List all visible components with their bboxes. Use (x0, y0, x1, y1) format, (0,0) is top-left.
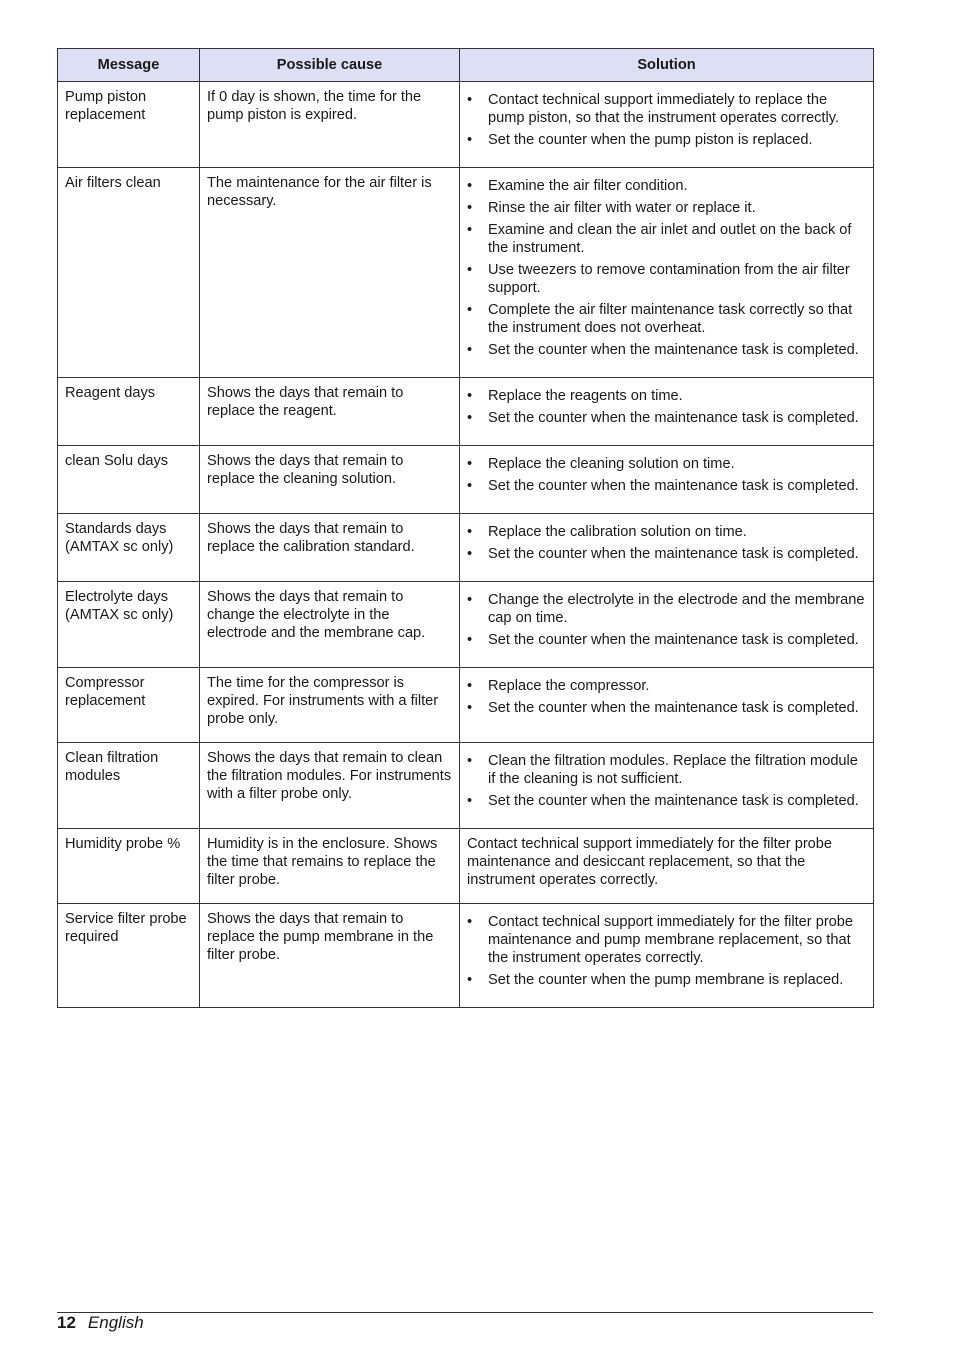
cause-cell: The time for the compressor is expired. For instruments with a filter probe only. (200, 668, 460, 743)
solution-list (467, 913, 867, 989)
table-row (58, 668, 874, 743)
table-row (58, 168, 874, 378)
solution-item: • Set the counter when the maintenance task is completed. (467, 792, 867, 810)
solution-item: • Change the electrolyte in the electrode and the membrane cap on time. (467, 591, 867, 627)
message-cell: Pump piston replacement (58, 82, 200, 168)
message-cell: Electrolyte days (AMTAX sc only) (58, 582, 200, 668)
solution-list (467, 752, 867, 810)
solution-list (467, 591, 867, 649)
message-cell: Clean filtration modules (58, 743, 200, 829)
table-row (58, 82, 874, 168)
cause-cell: Shows the days that remain to replace the calibration standard. (200, 514, 460, 582)
solution-cell (460, 82, 874, 168)
cause-cell: Shows the days that remain to clean the filtration modules. For instruments with a filter probe only. (200, 743, 460, 829)
solution-cell: Contact technical support immediately for the filter probe maintenance and desiccant replacement, so that the instrument operates correctly. (460, 829, 874, 904)
solution-cell (460, 514, 874, 582)
solution-item: • Set the counter when the maintenance task is completed. (467, 699, 867, 717)
solution-list (467, 523, 867, 563)
message-cell: clean Solu days (58, 446, 200, 514)
solution-item: • Rinse the air filter with water or replace it. (467, 199, 867, 217)
header-solution: Solution (460, 49, 874, 82)
message-cell: Standards days (AMTAX sc only) (58, 514, 200, 582)
solution-list (467, 387, 867, 427)
message-cell: Reagent days (58, 378, 200, 446)
solution-cell (460, 904, 874, 1008)
table-row (58, 582, 874, 668)
page-footer (57, 1313, 144, 1333)
message-cell: Compressor replacement (58, 668, 200, 743)
solution-item: • Replace the cleaning solution on time. (467, 455, 867, 473)
solution-item: • Replace the reagents on time. (467, 387, 867, 405)
solution-list (467, 91, 867, 149)
solution-item: • Replace the calibration solution on time. (467, 523, 867, 541)
solution-item: • Set the counter when the pump piston is replaced. (467, 131, 867, 149)
solution-item: • Set the counter when the maintenance task is completed. (467, 545, 867, 563)
solution-item: • Set the counter when the maintenance task is completed. (467, 631, 867, 649)
solution-item: • Set the counter when the pump membrane is replaced. (467, 971, 867, 989)
table-row (58, 446, 874, 514)
solution-item: • Clean the filtration modules. Replace the filtration module if the cleaning is not sufficient. (467, 752, 867, 788)
page-number: 12 (57, 1313, 76, 1332)
message-cell: Service filter probe required (58, 904, 200, 1008)
table-header-row (58, 49, 874, 82)
solution-item: • Replace the compressor. (467, 677, 867, 695)
solution-item: • Use tweezers to remove contamination from the air filter support. (467, 261, 867, 297)
solution-cell (460, 743, 874, 829)
cause-cell: Shows the days that remain to change the electrolyte in the electrode and the membrane cap. (200, 582, 460, 668)
table-row (58, 829, 874, 904)
footer-language: English (87, 1313, 144, 1332)
solution-cell (460, 378, 874, 446)
cause-cell: If 0 day is shown, the time for the pump piston is expired. (200, 82, 460, 168)
header-possible-cause: Possible cause (200, 49, 460, 82)
solution-cell (460, 582, 874, 668)
table-row (58, 378, 874, 446)
cause-cell: The maintenance for the air filter is necessary. (200, 168, 460, 378)
solution-list (467, 177, 867, 359)
solution-cell (460, 668, 874, 743)
solution-list (467, 455, 867, 495)
cause-cell: Shows the days that remain to replace the pump membrane in the filter probe. (200, 904, 460, 1008)
solution-cell (460, 168, 874, 378)
table-row (58, 743, 874, 829)
solution-item: • Contact technical support immediately to replace the pump piston, so that the instrument operates correctly. (467, 91, 867, 127)
solution-item: • Set the counter when the maintenance task is completed. (467, 341, 867, 359)
message-cell: Humidity probe % (58, 829, 200, 904)
solution-cell (460, 446, 874, 514)
solution-item: • Set the counter when the maintenance task is completed. (467, 477, 867, 495)
footer-divider (57, 1312, 873, 1313)
solution-item: • Contact technical support immediately for the filter probe maintenance and pump membrane replacement, so that the instrument operates correctly. (467, 913, 867, 967)
cause-cell: Humidity is in the enclosure. Shows the time that remains to replace the filter probe. (200, 829, 460, 904)
table-row (58, 904, 874, 1008)
solution-list (467, 677, 867, 717)
solution-item: • Set the counter when the maintenance task is completed. (467, 409, 867, 427)
solution-item: • Examine and clean the air inlet and outlet on the back of the instrument. (467, 221, 867, 257)
solution-item: • Complete the air filter maintenance task correctly so that the instrument does not overheat. (467, 301, 867, 337)
table-row (58, 514, 874, 582)
message-cell: Air filters clean (58, 168, 200, 378)
solution-item: • Examine the air filter condition. (467, 177, 867, 195)
cause-cell: Shows the days that remain to replace the cleaning solution. (200, 446, 460, 514)
header-message: Message (58, 49, 200, 82)
cause-cell: Shows the days that remain to replace the reagent. (200, 378, 460, 446)
troubleshooting-table (57, 48, 874, 1008)
